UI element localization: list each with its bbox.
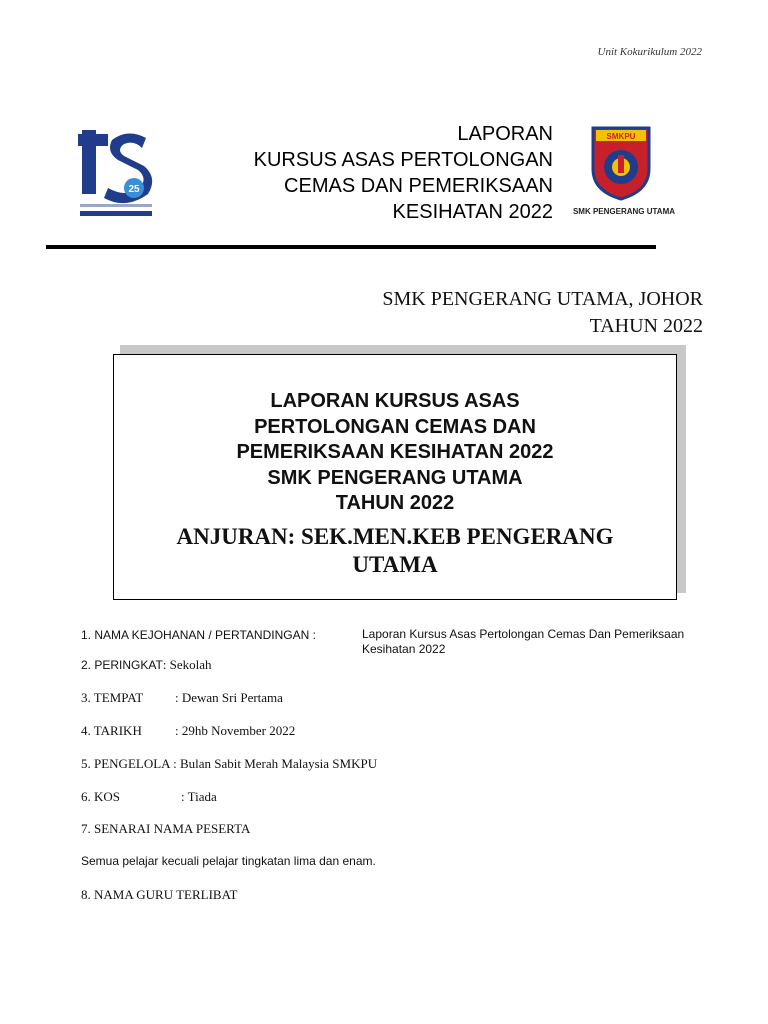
organizer-line-1: ANJURAN: SEK.MEN.KEB PENGERANG <box>176 524 614 549</box>
item-level-label: 2. PERINGKAT <box>81 658 163 672</box>
item-date <box>81 723 295 739</box>
box-title <box>114 389 676 517</box>
item-level-value: : Sekolah <box>162 657 212 672</box>
school-location-block <box>300 286 703 340</box>
box-line-2: PERTOLONGAN CEMAS DAN <box>254 415 536 438</box>
report-year: TAHUN 2022 <box>589 315 703 337</box>
logo-caption-line-1 <box>80 204 152 207</box>
item-organizer: 5. PENGELOLA : Bulan Sabit Merah Malaysia SMKPU <box>81 756 378 771</box>
logo-t-bar <box>78 134 108 146</box>
item-date-value: : 29hb November 2022 <box>175 723 296 738</box>
school-location: SMK PENGERANG UTAMA, JOHOR <box>382 288 703 310</box>
item-cost <box>81 789 217 805</box>
organizer-line-2: UTAMA <box>352 552 438 577</box>
crest-torch <box>618 155 624 173</box>
unit-header: Unit Kokurikulum 2022 <box>597 46 702 58</box>
logo-number: 25 <box>128 184 140 195</box>
box-line-3: PEMERIKSAAN KESIHATAN 2022 <box>236 441 554 464</box>
event-name-line-1: Laporan Kursus Asas Pertolongan Cemas Dan Pemeriksaan <box>362 627 685 641</box>
title-line-3: CEMAS DAN PEMERIKSAAN <box>284 175 553 197</box>
logo-caption-line-2 <box>80 211 152 216</box>
box-line-4: SMK PENGERANG UTAMA <box>267 466 523 489</box>
school-logo-caption: SMK PENGERANG UTAMA <box>572 207 676 216</box>
item-cost-value: : Tiada <box>181 789 217 804</box>
participants-description: Semua pelajar kecuali pelajar tingkatan lima dan enam. <box>81 854 376 868</box>
item-venue <box>81 690 283 706</box>
item-event-name-label: 1. NAMA KEJOHANAN / PERTANDINGAN : <box>81 628 316 642</box>
ts25-logo <box>78 128 156 222</box>
item-cost-label: 6. KOS <box>81 789 121 804</box>
box-organizer <box>114 523 676 579</box>
item-level <box>81 657 212 673</box>
school-logo <box>570 123 678 223</box>
school-crest-icon <box>590 125 652 201</box>
title-line-2: KURSUS ASAS PERTOLONGAN <box>253 149 553 171</box>
title-line-4: KESIHATAN 2022 <box>392 201 553 223</box>
item-date-label: 4. TARIKH <box>81 723 142 738</box>
item-teachers: 8. NAMA GURU TERLIBAT <box>81 887 238 902</box>
box-line-1: LAPORAN KURSUS ASAS <box>270 390 520 412</box>
item-venue-label: 3. TEMPAT <box>81 690 144 705</box>
item-event-name-value <box>362 627 722 657</box>
item-venue-value: : Dewan Sri Pertama <box>175 690 283 705</box>
report-main-title <box>180 121 553 225</box>
header-divider <box>46 245 656 249</box>
report-title-box <box>113 354 677 600</box>
item-participants: 7. SENARAI NAMA PESERTA <box>81 821 251 836</box>
crest-badge-text: SMKPU <box>606 132 636 141</box>
title-line-1: LAPORAN <box>457 123 553 145</box>
box-line-5: TAHUN 2022 <box>335 492 455 515</box>
event-name-line-2: Kesihatan 2022 <box>362 642 446 656</box>
